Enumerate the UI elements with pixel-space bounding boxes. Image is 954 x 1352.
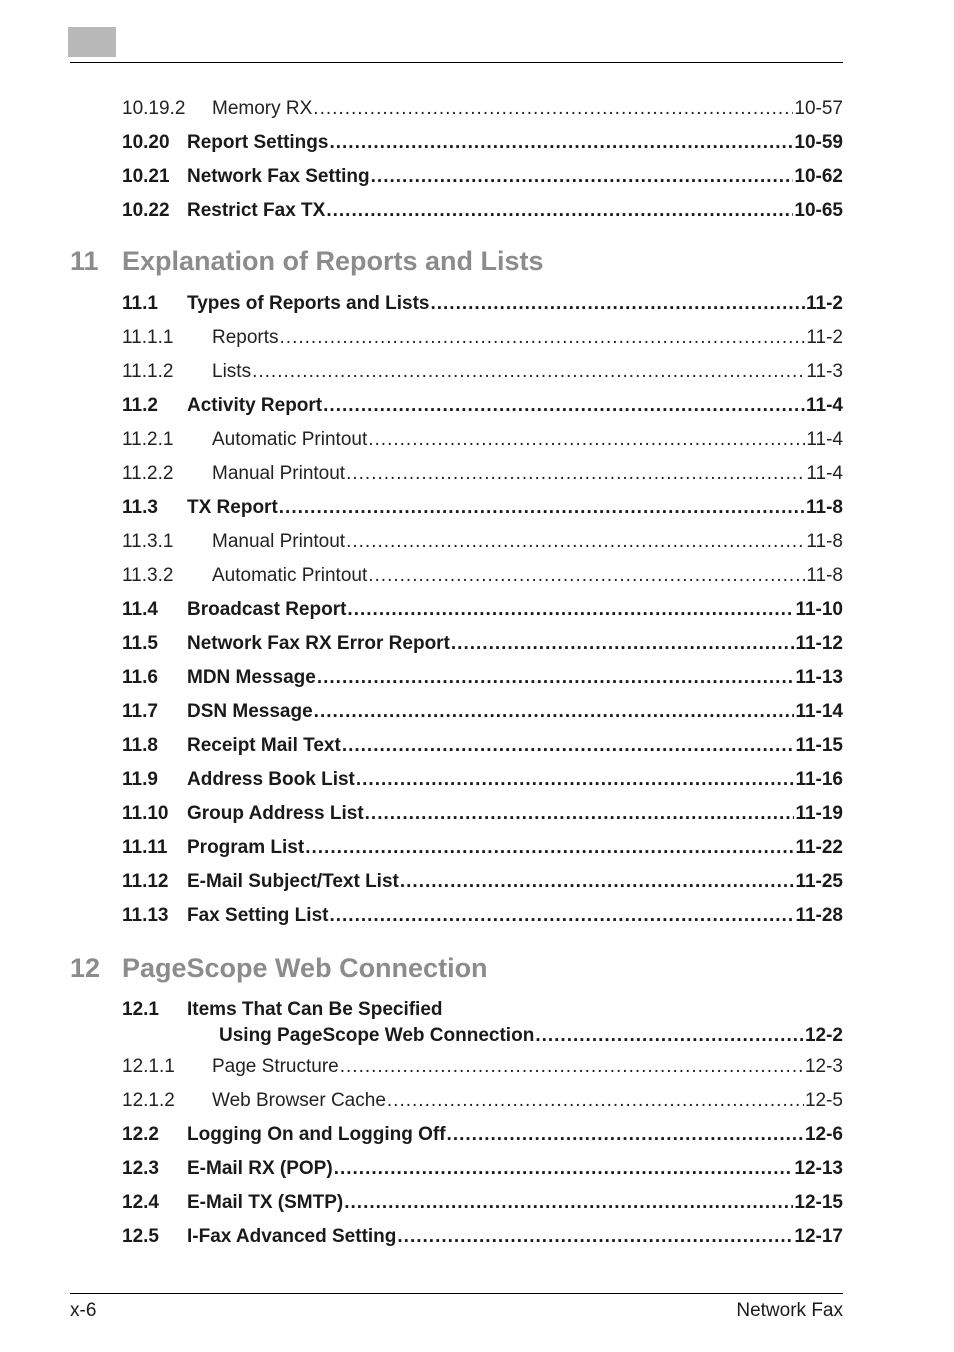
toc-entry[interactable]: [122, 563, 843, 589]
toc-entry-page: 11-19: [795, 803, 843, 824]
toc-leader-dots: [280, 325, 806, 351]
toc-entry-page: 12-3: [804, 1056, 843, 1077]
toc-entry-page: 11-22: [795, 837, 843, 858]
toc-leader-dots: [365, 801, 795, 827]
toc-entry-number: 12.2: [122, 1124, 159, 1145]
toc-entry[interactable]: [122, 325, 843, 351]
header-rule: [70, 62, 843, 63]
toc-entry[interactable]: [122, 461, 843, 487]
toc-entry-page: 11-14: [795, 701, 843, 722]
toc-entry-page: 11-8: [806, 531, 843, 552]
toc-leader-dots: [279, 495, 805, 521]
toc-entry-title: Page Structure: [212, 1056, 339, 1077]
toc-entry-page: 11-4: [806, 429, 843, 450]
toc-entry-title: Program List: [187, 837, 305, 858]
toc-entry-number: 11.7: [122, 701, 158, 722]
toc-entry[interactable]: [122, 393, 843, 419]
toc-entry[interactable]: [122, 631, 843, 657]
toc-entry[interactable]: [122, 733, 843, 759]
toc-entry-page: 10-59: [794, 132, 843, 153]
toc-entry-number: 11.3: [122, 497, 158, 518]
toc-entry-page: 12-5: [804, 1090, 843, 1111]
toc-leader-dots: [347, 597, 794, 623]
footer-rule: [70, 1293, 843, 1294]
toc-leader-dots: [397, 1224, 793, 1250]
footer-document-title: Network Fax: [736, 1300, 843, 1321]
toc-entry-title: Network Fax Setting: [187, 166, 370, 187]
toc-entry-title: Address Book List: [187, 769, 355, 790]
toc-entry[interactable]: [122, 529, 843, 555]
toc-entry[interactable]: [122, 164, 843, 190]
toc-entry-number: 11.12: [122, 871, 169, 892]
toc-leader-dots: [344, 1190, 793, 1216]
toc-entry-page: 11-16: [795, 769, 843, 790]
toc-entry-page: 12-15: [794, 1192, 843, 1213]
toc-leader-dots: [329, 130, 793, 156]
toc-entry-page: 12-13: [794, 1158, 843, 1179]
chapter-number: 12: [70, 953, 101, 983]
toc-entry-number: 11.6: [122, 667, 158, 688]
toc-entry[interactable]: [122, 1088, 843, 1114]
toc-entry-number: 10.20: [122, 132, 170, 153]
toc-entry[interactable]: [122, 767, 843, 793]
toc-entry[interactable]: [122, 1156, 843, 1182]
toc-leader-dots: [356, 767, 795, 793]
toc-entry-page: 11-25: [795, 871, 843, 892]
toc-entry-number: 11.11: [122, 837, 168, 858]
toc-entry[interactable]: [122, 869, 843, 895]
toc-entry[interactable]: [122, 699, 843, 725]
toc-entry-number: 11.2.2: [122, 463, 174, 484]
toc-entry-page: 11-12: [795, 633, 843, 654]
toc-entry-number: 11.10: [122, 803, 169, 824]
toc-leader-dots: [317, 665, 795, 691]
toc-entry-page: 11-8: [806, 497, 843, 518]
toc-entry-page: 11-13: [795, 667, 843, 688]
toc-leader-dots: [346, 461, 805, 487]
toc-entry-title: Reports: [212, 327, 279, 348]
toc-entry-number: 12.5: [122, 1226, 159, 1247]
toc-entry-title: Activity Report: [187, 395, 323, 416]
toc-leader-dots: [535, 1023, 804, 1049]
toc-entry-page: 11-28: [795, 905, 843, 926]
toc-entry-page: 11-10: [795, 599, 843, 620]
toc-entry-number: 11.1.2: [122, 361, 174, 382]
chapter-heading: [70, 246, 544, 277]
toc-entry-page: 11-3: [806, 361, 843, 382]
header-tab-block: [68, 27, 116, 57]
toc-entry[interactable]: [122, 359, 843, 385]
chapter-title: Explanation of Reports and Lists: [122, 246, 544, 276]
toc-entry[interactable]: [122, 665, 843, 691]
toc-entry-page: 11-8: [806, 565, 843, 586]
toc-entry-title: Lists: [212, 361, 252, 382]
toc-entry-number: 12.1.1: [122, 1056, 175, 1077]
toc-entry-title-continued: Using PageScope Web Connection: [219, 1025, 535, 1046]
toc-entry[interactable]: [122, 1190, 843, 1216]
toc-entry[interactable]: [122, 291, 843, 317]
toc-leader-dots: [400, 869, 795, 895]
toc-entry-number: 10.22: [122, 200, 170, 221]
toc-leader-dots: [368, 427, 805, 453]
toc-entry-title: Automatic Printout: [212, 565, 368, 586]
toc-entry-title: Logging On and Logging Off: [187, 1124, 446, 1145]
toc-entry-title: Group Address List: [187, 803, 364, 824]
toc-entry[interactable]: [122, 96, 843, 122]
toc-entry-number: 11.2: [122, 395, 158, 416]
toc-entry-page: 11-2: [806, 327, 843, 348]
toc-entry-page: 11-4: [806, 395, 843, 416]
toc-entry-number: 12.4: [122, 1192, 159, 1213]
toc-entry-page: 11-4: [806, 463, 843, 484]
toc-entry-number: 11.9: [122, 769, 158, 790]
toc-entry[interactable]: [122, 198, 843, 224]
toc-entry-title: Web Browser Cache: [212, 1090, 386, 1111]
toc-entry-page: 10-62: [794, 166, 843, 187]
toc-entry[interactable]: [122, 1224, 843, 1250]
toc-entry-number: 11.2.1: [122, 429, 174, 450]
toc-entry[interactable]: [122, 597, 843, 623]
toc-leader-dots: [340, 1054, 804, 1080]
chapter-heading: [70, 953, 488, 984]
toc-entry-title: E-Mail RX (POP): [187, 1158, 333, 1179]
toc-entry-title: Manual Printout: [212, 531, 346, 552]
toc-entry-title: Restrict Fax TX: [187, 200, 326, 221]
toc-entry-number: 11.1.1: [122, 327, 174, 348]
toc-entry[interactable]: [122, 903, 843, 929]
toc-entry-page: 12-17: [794, 1226, 843, 1247]
toc-leader-dots: [326, 198, 793, 224]
toc-entry-page: 11-15: [795, 735, 843, 756]
toc-entry-number: 10.21: [122, 166, 170, 187]
toc-entry-number: 11.4: [122, 599, 158, 620]
toc-entry[interactable]: [122, 495, 843, 521]
toc-leader-dots: [387, 1088, 804, 1114]
toc-leader-dots: [430, 291, 805, 317]
toc-entry-title: Types of Reports and Lists: [187, 293, 430, 314]
toc-entry-number: 12.1.2: [122, 1090, 175, 1111]
toc-leader-dots: [447, 1122, 804, 1148]
toc-entry-number: 11.5: [122, 633, 158, 654]
toc-entry-number: 11.13: [122, 905, 169, 926]
toc-entry-title: Items That Can Be Specified: [187, 999, 443, 1020]
toc-leader-dots: [252, 359, 805, 385]
toc-entry-title: MDN Message: [187, 667, 316, 688]
toc-entry-page: 10-57: [794, 98, 843, 119]
toc-entry[interactable]: [122, 835, 843, 861]
toc-entry-number: 12.3: [122, 1158, 159, 1179]
toc-entry-title: Network Fax RX Error Report: [187, 633, 450, 654]
footer-page-number: x-6: [70, 1300, 97, 1321]
toc-entry-title: Receipt Mail Text: [187, 735, 341, 756]
toc-leader-dots: [368, 563, 805, 589]
toc-entry[interactable]: [122, 130, 843, 156]
toc-entry-title: Memory RX: [212, 98, 313, 119]
chapter-number: 11: [70, 246, 99, 276]
toc-leader-dots: [371, 164, 794, 190]
toc-entry[interactable]: [122, 801, 843, 827]
toc-leader-dots: [346, 529, 805, 555]
toc-entry-title: DSN Message: [187, 701, 313, 722]
toc-entry-page: 12-6: [804, 1124, 843, 1145]
toc-entry[interactable]: [122, 1122, 843, 1148]
toc-entry-title: TX Report: [187, 497, 278, 518]
toc-entry-number: 11.3.2: [122, 565, 174, 586]
toc-entry[interactable]: [122, 1054, 843, 1080]
toc-entry-title: Fax Setting List: [187, 905, 329, 926]
toc-entry-number: 11.8: [122, 735, 158, 756]
toc-leader-dots: [342, 733, 795, 759]
toc-entry-title: Report Settings: [187, 132, 329, 153]
toc-entry-title: I-Fax Advanced Setting: [187, 1226, 397, 1247]
toc-entry[interactable]: [122, 427, 843, 453]
toc-entry-title: Manual Printout: [212, 463, 346, 484]
toc-entry-page: 11-2: [806, 293, 843, 314]
toc-entry-page: 10-65: [794, 200, 843, 221]
toc-entry-number: 12.1: [122, 999, 159, 1020]
toc-entry-title: E-Mail Subject/Text List: [187, 871, 399, 892]
toc-leader-dots: [323, 393, 805, 419]
toc-entry[interactable]: [122, 997, 843, 1049]
toc-entry-title: Broadcast Report: [187, 599, 347, 620]
toc-leader-dots: [329, 903, 794, 929]
toc-leader-dots: [305, 835, 794, 861]
toc-entry-title: Automatic Printout: [212, 429, 368, 450]
toc-entry-title: E-Mail TX (SMTP): [187, 1192, 344, 1213]
toc-leader-dots: [314, 699, 795, 725]
toc-entry-number: 11.1: [122, 293, 158, 314]
toc-leader-dots: [334, 1156, 794, 1182]
toc-leader-dots: [313, 96, 793, 122]
chapter-title: PageScope Web Connection: [122, 953, 488, 983]
toc-entry-page: 12-2: [804, 1025, 843, 1046]
toc-entry-number: 10.19.2: [122, 98, 186, 119]
toc-leader-dots: [451, 631, 795, 657]
toc-entry-number: 11.3.1: [122, 531, 174, 552]
